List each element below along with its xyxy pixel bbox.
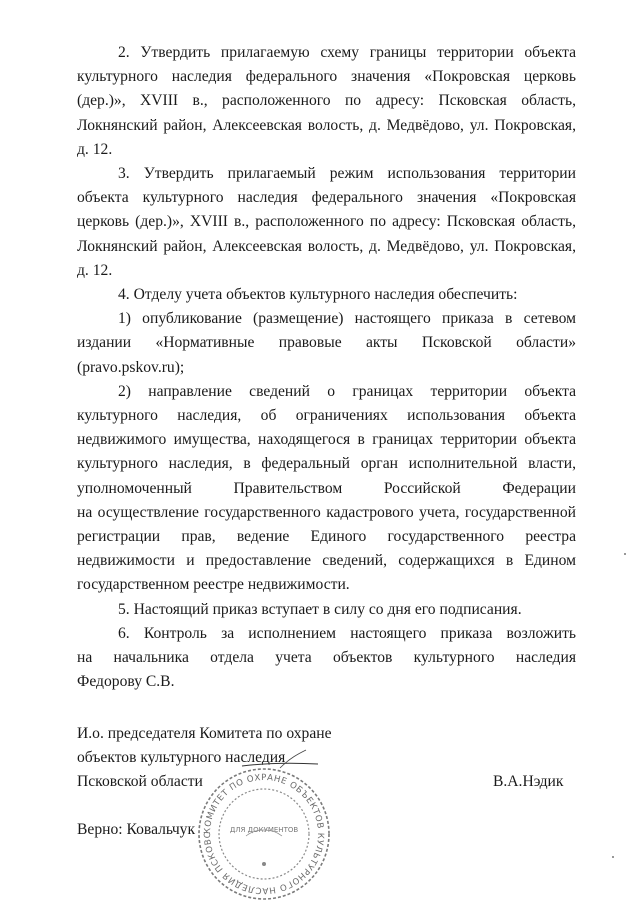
clause-4-item-1 bbox=[77, 307, 576, 380]
text-line: 6. Контроль за исполнением настоящего приказа возложить bbox=[118, 624, 576, 642]
text-line: д. 12. bbox=[77, 140, 113, 158]
text-line: уполномоченный Правительством Российской Федерации bbox=[77, 479, 576, 497]
text-line: культурного наследия федерального значения «Покровская церковь bbox=[77, 68, 576, 86]
signer-position-line-3: Псковской области bbox=[77, 773, 203, 790]
text-line: 2) направление сведений о границах территории объекта bbox=[118, 382, 576, 400]
clause-2 bbox=[77, 41, 576, 162]
text-line: Локнянский район, Алексеевская волость, д. Медвёдово, ул. Покровская, bbox=[77, 237, 576, 255]
text-line: д. 12. bbox=[77, 261, 113, 279]
verified-by: Верно: Ковальчук bbox=[77, 821, 196, 838]
text-line: объекта культурного наследия федерального значения «Покровская bbox=[77, 189, 576, 207]
text-line: 5. Настоящий приказ вступает в силу со дня его подписания. bbox=[118, 600, 522, 618]
seal-ring-text: КОМИТЕТ ПО ОХРАНЕ ОБЪЕКТОВ КУЛЬТУРНОГО НАСЛЕДИЯ ПСКОВС bbox=[202, 772, 326, 896]
official-seal bbox=[196, 766, 332, 902]
order-body bbox=[77, 41, 576, 694]
scan-speck bbox=[624, 553, 626, 555]
clause-3 bbox=[77, 162, 576, 283]
clause-5 bbox=[77, 598, 576, 622]
text-line: регистрации прав, ведение Единого государственного реестра bbox=[77, 528, 576, 546]
clause-4 bbox=[77, 283, 576, 307]
signer-position-line-2: объектов культурного наследия bbox=[77, 749, 286, 766]
text-line: 1) опубликование (размещение) настоящего приказа в сетевом bbox=[118, 310, 576, 328]
clause-6 bbox=[77, 622, 576, 695]
text-line: на осуществление государственного кадастрового учета, государственной bbox=[77, 503, 576, 521]
text-line: культурного наследия, в федеральный орган исполнительной власти, bbox=[77, 455, 576, 473]
signer-position-line-1: И.о. председателя Комитета по охране bbox=[77, 725, 332, 742]
text-line: 4. Отделу учета объектов культурного наследия обеспечить: bbox=[118, 286, 518, 304]
text-line: недвижимого имущества, находящегося в границах территории объекта bbox=[77, 431, 576, 449]
text-line: Федорову С.В. bbox=[77, 673, 175, 691]
text-line: (дер.)», XVIII в., расположенного по адресу: Псковская область, bbox=[77, 92, 576, 110]
text-line: недвижимости и предоставление сведений, содержащихся в Едином bbox=[77, 552, 576, 570]
text-line: 3. Утвердить прилагаемый режим использования территории bbox=[118, 165, 576, 183]
scan-speck bbox=[612, 856, 614, 858]
text-line: (pravo.pskov.ru); bbox=[77, 358, 185, 376]
text-line: церковь (дер.)», XVIII в., расположенного по адресу: Псковская область, bbox=[77, 213, 576, 231]
text-line: Локнянский район, Алексеевская волость, д. Медвёдово, ул. Покровская, bbox=[77, 116, 576, 134]
signer-name: В.А.Нэдик bbox=[493, 773, 564, 790]
text-line: издании «Нормативные правовые акты Псковской области» bbox=[77, 334, 576, 352]
text-line: на начальника отдела учета объектов культурного наследия bbox=[77, 649, 576, 667]
seal-center-text: ДЛЯ ДОКУМЕНТОВ bbox=[229, 826, 299, 834]
text-line: государственном реестре недвижимости. bbox=[77, 576, 350, 594]
clause-4-item-2 bbox=[77, 380, 576, 598]
text-line: культурного наследия, об ограничениях использования объекта bbox=[77, 407, 576, 425]
text-line: 2. Утвердить прилагаемую схему границы территории объекта bbox=[118, 44, 576, 61]
